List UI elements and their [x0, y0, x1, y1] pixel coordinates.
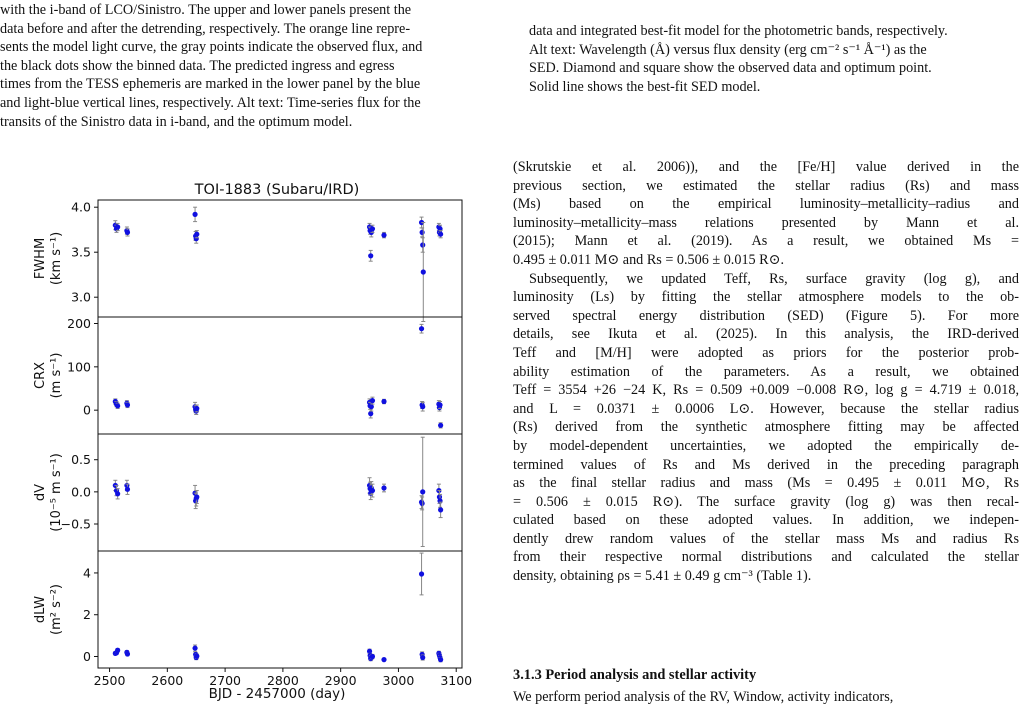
data-point	[420, 242, 425, 247]
x-tick-label: 2800	[266, 673, 299, 688]
paragraph-sed-fitting	[513, 270, 1019, 586]
y-tick-label: 0.5	[71, 452, 91, 468]
data-point	[381, 485, 386, 490]
data-point	[115, 403, 120, 408]
data-point	[115, 224, 120, 229]
data-point	[370, 654, 375, 659]
data-point	[420, 655, 425, 660]
body-line: Teff = 3554 +26 −24 K, Rs = 0.509 +0.009 −0.008 R⊙, log g = 4.719 ± 0.018,	[513, 382, 1019, 399]
section-body-text: We perform period analysis of the RV, Window, activity indicators,	[513, 689, 894, 705]
caption-line: the black dots show the binned data. The predicted ingress and egress	[0, 57, 395, 74]
activity-indicator-figure	[0, 178, 500, 708]
caption-line: SED. Diamond and square show the observed data and optimum point.	[529, 60, 932, 77]
caption-line: data before and after the detrending, respectively. The orange line repre-	[0, 20, 411, 37]
data-point	[194, 232, 199, 237]
body-line: from their respective normal distributions and calculated the stellar	[513, 549, 1019, 566]
y-axis-label: FWHM	[33, 237, 48, 280]
data-point	[194, 406, 199, 411]
x-tick-label: 2700	[209, 673, 242, 688]
body-line: previous section, we estimated the stellar radius (Rs) and mass	[513, 177, 1019, 194]
caption-line: with the i-band of LCO/Sinistro. The upper and lower panels present the	[0, 2, 412, 18]
y-tick-label: 0.0	[71, 484, 91, 500]
data-point	[125, 402, 130, 407]
body-line: (Skrutskie et al. 2006)), and the [Fe/H] value derived in the	[513, 159, 1019, 175]
caption-line: and light-blue vertical lines, respectively. Alt text: Time-series flux for the	[0, 94, 421, 111]
data-point	[194, 494, 199, 499]
y-axis-label: CRX	[33, 361, 48, 390]
data-point	[125, 487, 130, 492]
body-line: density, obtaining ρs = 5.41 ± 0.49 g cm⁻³ (Table 1).	[513, 568, 812, 585]
panel-frame	[98, 200, 462, 317]
data-point	[438, 657, 443, 662]
y-tick-label: 200	[67, 316, 91, 331]
data-point	[437, 402, 442, 407]
caption-line: times from the TESS ephemeris are marked in the lower panel by the blue	[0, 76, 421, 93]
body-line: ability estimation of the parameters. As a result, we obtained	[513, 363, 1019, 380]
data-point	[115, 648, 120, 653]
data-point	[115, 491, 120, 496]
data-point	[419, 571, 424, 576]
data-point	[368, 253, 373, 258]
chart-title: TOI-1883 (Subaru/IRD)	[194, 182, 360, 198]
body-line: served spectral energy distribution (SED) (Figure 5). For more	[513, 307, 1019, 324]
x-tick-label: 2500	[93, 673, 126, 688]
y-axis-label: dV	[33, 483, 48, 502]
data-point	[419, 326, 424, 331]
right-figure-caption	[529, 22, 1023, 96]
data-point	[381, 399, 386, 404]
caption-line: Solid line shows the best-fit SED model.	[529, 78, 761, 95]
y-tick-label: 4.0	[71, 199, 91, 215]
body-line: details, see Ikuta et al. (2025). In this analysis, the IRD-derived	[513, 326, 1019, 343]
x-tick-label: 3100	[440, 673, 473, 688]
body-line: (Ms) based on the empirical luminosity–metallicity–radius and	[513, 196, 1019, 213]
x-tick-label: 3000	[382, 673, 415, 688]
data-point	[370, 488, 375, 493]
data-point	[194, 236, 199, 241]
body-line: luminosity–metallicity–mass relations presented by Mann et al.	[513, 214, 1019, 231]
y-tick-label: 0	[83, 402, 91, 418]
panel-frame	[98, 317, 462, 434]
y-tick-label: 2	[83, 607, 91, 623]
y-tick-label: 100	[67, 359, 91, 375]
data-point	[125, 651, 130, 656]
caption-line: transits of the Sinistro data in i-band, and the optimum model.	[0, 113, 353, 130]
data-point	[381, 233, 386, 238]
body-text	[513, 158, 1019, 586]
data-point	[192, 646, 197, 651]
data-point	[125, 230, 130, 235]
paragraph-stellar-radius-mass	[513, 158, 1019, 270]
y-axis-unit: (m s⁻¹)	[49, 352, 64, 399]
data-point	[437, 498, 442, 503]
body-line: as the final stellar radius and mass (Ms = 0.495 ± 0.011 M⊙, Rs	[513, 475, 1019, 492]
body-line: and L = 0.0371 ± 0.0006 L⊙. However, because the stellar radius	[513, 400, 1019, 417]
panel-frame	[98, 551, 462, 668]
section-heading: 3.1.3 Period analysis and stellar activity	[513, 667, 757, 683]
y-axis-unit: (m² s⁻²)	[49, 584, 64, 635]
body-line: = 0.506 ± 0.015 R⊙). The surface gravity (log g) was then recal-	[513, 493, 1019, 510]
body-line: luminosity (Ls) by fitting the stellar atmosphere models to the ob-	[513, 289, 1019, 306]
data-point	[420, 404, 425, 409]
y-axis-unit: (km s⁻¹)	[49, 231, 64, 286]
body-line: Subsequently, we updated Teff, Rs, surface gravity (log g), and	[529, 270, 1019, 287]
caption-line: sents the model light curve, the gray points indicate the observed flux, and	[0, 39, 423, 56]
y-axis-label: dLW	[33, 595, 48, 624]
x-axis-label: BJD - 2457000 (day)	[208, 686, 346, 702]
data-point	[420, 501, 425, 506]
data-point	[438, 423, 443, 428]
x-tick-label: 2600	[151, 673, 184, 688]
caption-line: data and integrated best-fit model for the photometric bands, respectively.	[529, 23, 948, 39]
body-line: (2015); Mann et al. (2019). As a result, we obtained Ms =	[513, 233, 1019, 250]
y-tick-label: 0	[83, 649, 91, 665]
data-point	[438, 232, 443, 237]
left-figure-caption	[0, 1, 497, 131]
y-tick-label: 3.0	[71, 289, 91, 305]
panel-frame	[98, 434, 462, 551]
data-point	[420, 230, 425, 235]
x-tick-label: 2900	[324, 673, 357, 688]
body-line: dently drew random values of the stellar mass Ms and radius Rs	[513, 530, 1019, 547]
caption-line: Alt text: Wavelength (Å) versus flux density (erg cm⁻² s⁻¹ Å⁻¹) as the	[529, 41, 927, 58]
body-line: culated based on these adopted values. In addition, we indepen-	[513, 512, 1019, 529]
y-tick-label: 3.5	[71, 244, 91, 260]
data-point	[369, 404, 374, 409]
data-point	[438, 507, 443, 512]
body-line: (Rs) derived from the synthetic atmosphere fitting may be affected	[513, 419, 1019, 436]
data-point	[192, 212, 197, 217]
body-line: termined values of Rs and Ms derived in the preceding paragraph	[513, 456, 1019, 473]
body-line: by model-dependent uncertainties, we adopted the empirically de-	[513, 437, 1019, 454]
data-point	[420, 489, 425, 494]
y-tick-label: −0.5	[60, 516, 91, 532]
body-line: Teff and [M/H] were adopted as priors for the posterior prob-	[513, 344, 1019, 361]
data-point	[370, 398, 375, 403]
y-axis-unit: (10⁻⁵ m s⁻¹)	[49, 453, 64, 532]
data-point	[421, 269, 426, 274]
y-tick-label: 4	[83, 565, 91, 581]
data-point	[370, 226, 375, 231]
data-point	[194, 653, 199, 658]
body-line: 0.495 ± 0.011 M⊙ and Rs = 0.506 ± 0.015 R⊙.	[513, 251, 785, 268]
data-point	[368, 411, 373, 416]
data-point	[381, 657, 386, 662]
